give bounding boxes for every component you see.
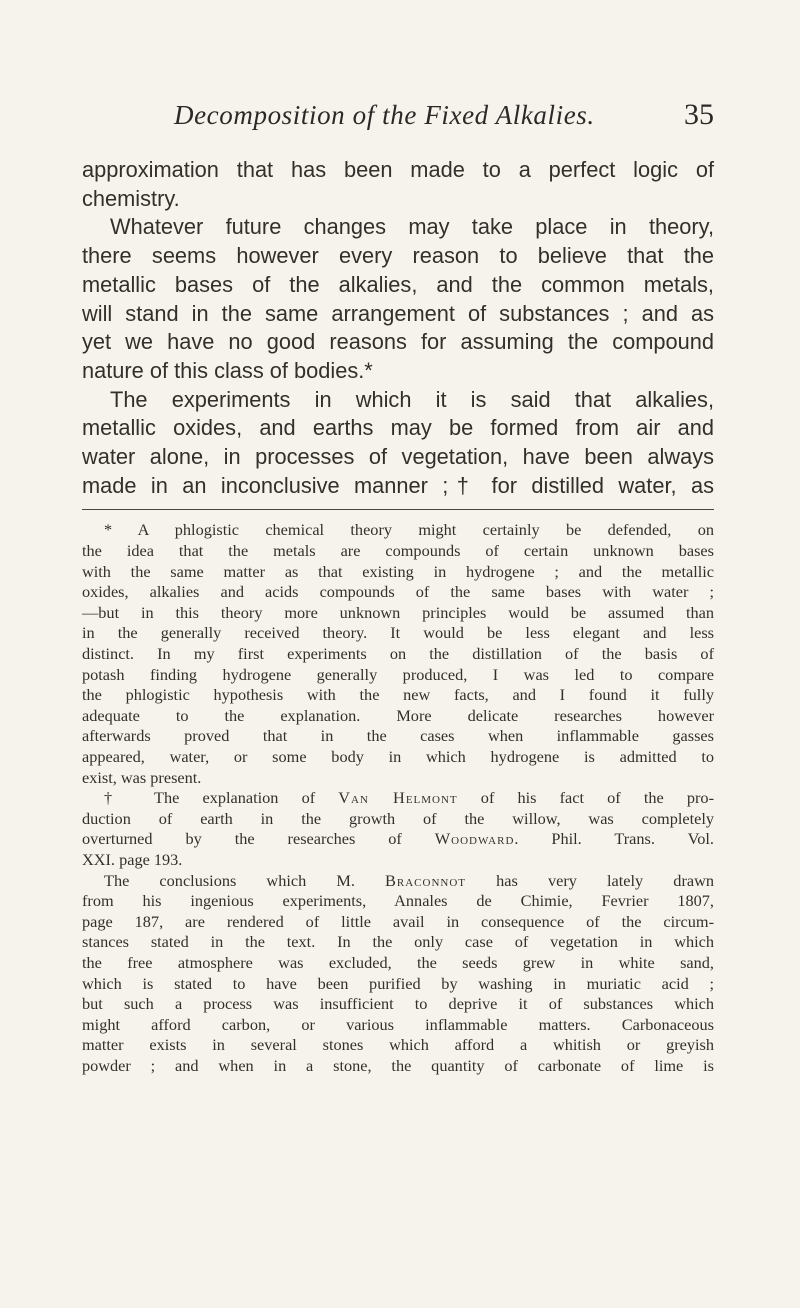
- text-line: yet we have no good reasons for assuming the compound: [82, 329, 714, 355]
- footnote-1: [82, 520, 714, 788]
- footnote-text: of his fact of the pro-: [480, 788, 714, 808]
- author-name: Braconnot: [385, 870, 467, 890]
- text-line: water alone, in processes of vegetation, have been always: [82, 444, 714, 470]
- footnote-line: oxides, alkalies and acids compounds of the same bases with water ;: [82, 582, 714, 602]
- book-page: [82, 100, 714, 1076]
- text-line: Whatever future changes may take place in theory,: [110, 214, 714, 240]
- text-line: made in an inconclusive manner ;† for distilled water, as: [82, 472, 714, 498]
- footnote-line: the phlogistic hypothesis with the new facts, and I found it fully: [82, 685, 714, 705]
- footnote-line: adequate to the explanation. More delicate researches however: [82, 705, 714, 725]
- footnote-line: which is stated to have been purified by washing in muriatic acid ;: [82, 973, 714, 993]
- footnote-line: potash finding hydrogene generally produced, I was led to compare: [82, 664, 714, 684]
- author-name: Van Helmont: [338, 788, 458, 808]
- footnote-line: from his ingenious experiments, Annales de Chimie, Fevrier 1807,: [82, 891, 714, 911]
- footnote-line: the idea that the metals are compounds of certain unknown bases: [82, 541, 714, 561]
- footnote-line: —but in this theory more unknown principles would be assumed than: [82, 602, 714, 622]
- paragraph-3: [82, 386, 714, 501]
- footnote-line: might afford carbon, or various inflammable matters. Carbonaceous: [82, 1014, 714, 1034]
- footnote-line: duction of earth in the growth of the willow, was completely: [82, 808, 714, 828]
- text-line: metallic bases of the alkalies, and the common metals,: [82, 271, 714, 297]
- footnotes: [82, 520, 714, 1076]
- footnote-line: afterwards proved that in the cases when inflammable gasses: [82, 726, 714, 746]
- footnote-line: distinct. In my first experiments on the distillation of the basis of: [82, 644, 714, 663]
- footnote-line: matter exists in several stones which afford a whitish or greyish: [82, 1035, 714, 1055]
- footnote-3: [82, 871, 714, 1077]
- footnote-text: † The explanation of: [104, 788, 316, 808]
- footnote-line: * A phlogistic chemical theory might certainly be defended, on: [104, 520, 714, 540]
- text-line: chemistry.: [82, 185, 180, 211]
- footnote-line: but such a process was insufficient to deprive it of substances which: [82, 994, 714, 1014]
- footnote-line: [82, 829, 714, 850]
- page-number: 35: [684, 98, 714, 131]
- text-line: nature of this class of bodies.*: [82, 357, 373, 383]
- footnote-text: has very lately drawn: [496, 870, 714, 890]
- footnote-line: with the same matter as that existing in hydrogene ; and the metallic: [82, 561, 714, 581]
- text-line: metallic oxides, and earths may be formed from air and: [82, 415, 714, 441]
- running-head: [82, 100, 714, 144]
- footnote-line: stances stated in the text. In the only case of vegetation in which: [82, 932, 714, 952]
- footnote-line: page 187, are rendered of little avail in consequence of the circum-: [82, 911, 714, 931]
- footnote-line: powder ; and when in a stone, the quantity of carbonate of lime is: [82, 1055, 714, 1075]
- footnote-line: XXI. page 193.: [82, 849, 183, 869]
- body-text: [82, 156, 714, 500]
- paragraph-2: [82, 213, 714, 385]
- footnote-line: in the generally received theory. It would be less elegant and less: [82, 623, 714, 643]
- footnote-rule: [82, 509, 714, 510]
- footnote-2: [82, 788, 714, 870]
- footnote-text: overturned by the researches of: [82, 829, 402, 849]
- footnote-text: The conclusions which M.: [104, 870, 355, 890]
- running-title: Decomposition of the Fixed Alkalies.: [174, 100, 595, 130]
- text-line: The experiments in which it is said that alkalies,: [110, 386, 714, 412]
- footnote-line: appeared, water, or some body in which hydrogene is admitted to: [82, 746, 714, 766]
- footnote-line: the free atmosphere was excluded, the seeds grew in white sand,: [82, 952, 714, 972]
- text-line: approximation that has been made to a perfect logic of: [82, 157, 714, 182]
- text-line: there seems however every reason to believe that the: [82, 243, 714, 269]
- text-line: will stand in the same arrangement of substances ; and as: [82, 300, 714, 326]
- footnote-line: [82, 871, 714, 892]
- footnote-text: . Phil. Trans. Vol.: [514, 829, 714, 849]
- footnote-line: [82, 788, 714, 809]
- author-name: Woodward: [434, 829, 515, 849]
- paragraph-1: [82, 156, 714, 213]
- footnote-line: exist, was present.: [82, 767, 202, 787]
